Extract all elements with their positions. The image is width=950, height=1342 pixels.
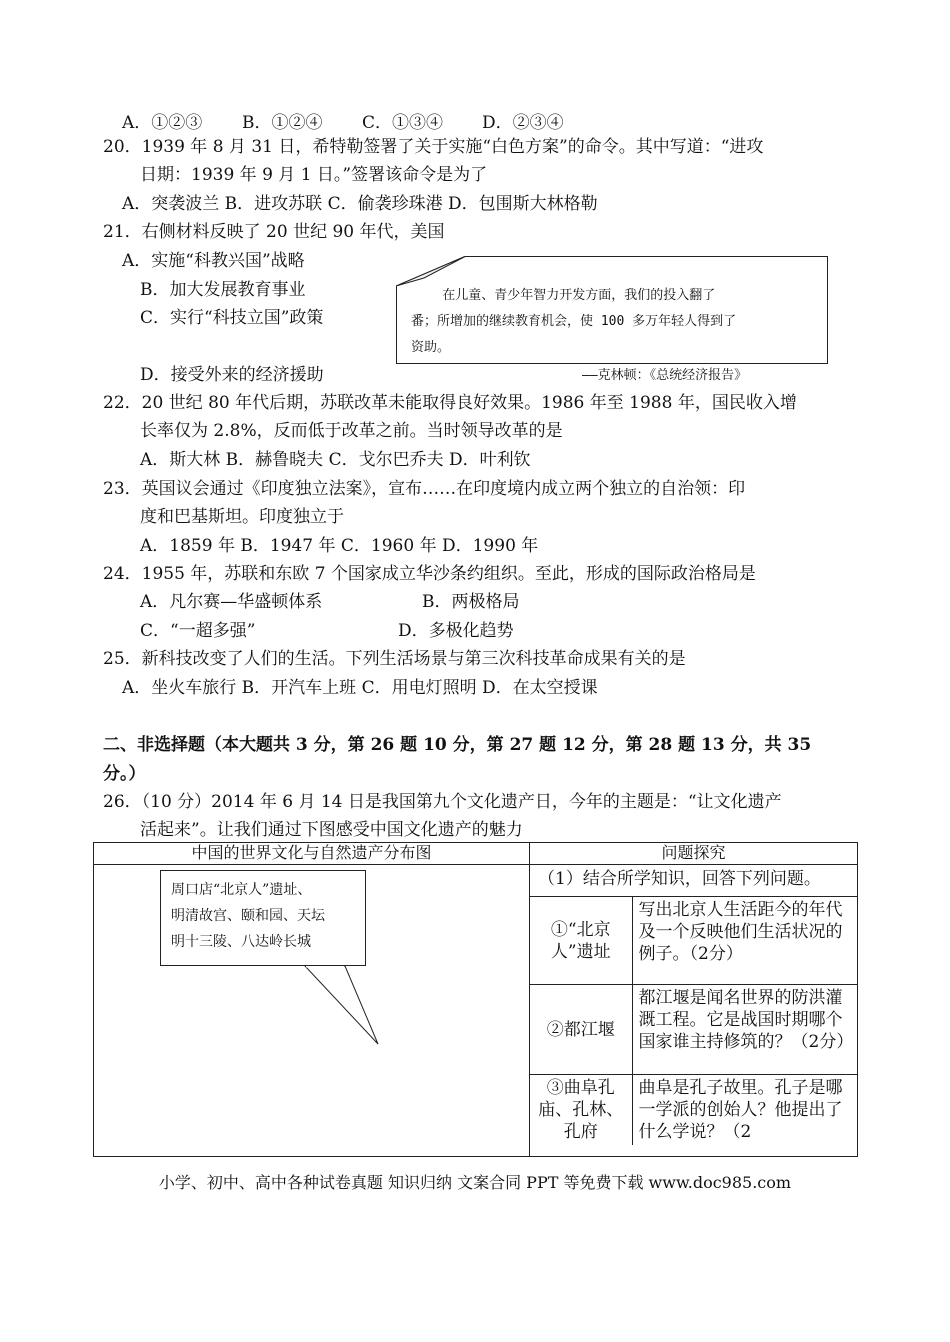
question-3: 曲阜是孔子故里。孔子是哪一学派的创始人？他提出了什么学说？（2 xyxy=(632,1075,857,1146)
q22-stem-line2: 长率仅为 2.8%，反而低于改革之前。当时领导改革的是 xyxy=(140,421,563,441)
q24-option-b: B．两极格局 xyxy=(422,592,520,612)
q24-option-d: D．多极化趋势 xyxy=(398,621,514,641)
q21-option-c: C．实行“科技立国”政策 xyxy=(140,308,324,328)
q21-source: ——克林顿：《总统经济报告》 xyxy=(582,368,748,383)
q22-stem-line1: 22．20 世纪 80 年代后期，苏联改革未能取得良好效果。1986 年至 1988 年，国民收入增 xyxy=(103,393,797,413)
q21-quote-line2: 番；所增加的继续教育机会，使 100 多万年轻人得到了 xyxy=(411,314,737,329)
page-fold-icon xyxy=(396,256,466,286)
q21-stem: 21．右侧材料反映了 20 世纪 90 年代，美国 xyxy=(103,222,445,242)
q21-quote-line3: 资助。 xyxy=(411,340,451,355)
questions-prompt: （1）结合所学知识，回答下列问题。 xyxy=(538,869,821,889)
q23-stem-line1: 23．英国议会通过《印度独立法案》，宣布……在印度境内成立两个独立的自治领：印 xyxy=(103,479,746,499)
q19-option-a: A．①②③ xyxy=(122,113,203,133)
map-callout-line1: 周口店“北京人”遗址、 xyxy=(171,882,312,898)
q20-stem-line1: 20．1939 年 8 月 31 日，希特勒签署了关于实施“白色方案”的命令。其中写道：“进攻 xyxy=(103,137,764,157)
section2-heading-line1: 二、非选择题（本大题共 3 分，第 26 题 10 分，第 27 题 12 分，第 28 题 13 分，共 35 xyxy=(103,735,812,755)
q20-options: A．突袭波兰 B．进攻苏联 C．偷袭珍珠港 D．包围斯大林格勒 xyxy=(122,194,598,214)
q21-quote-line1: 在儿童、青少年智力开发方面，我们的投入翻了 xyxy=(411,288,716,303)
q21-option-d: D．接受外来的经济援助 xyxy=(140,365,324,385)
q25-options: A．坐火车旅行 B．开汽车上班 C．用电灯照明 D．在太空授课 xyxy=(122,678,598,698)
questions-inner-table xyxy=(530,896,857,1145)
page-footer: 小学、初中、高中各种试卷真题 知识归纳 文案合同 PPT 等免费下载 www.doc985.com xyxy=(158,1173,792,1192)
q22-options: A．斯大林 B．赫鲁晓夫 C．戈尔巴乔夫 D．叶利钦 xyxy=(140,450,531,470)
callout-pointer xyxy=(280,960,390,1050)
map-callout-line3: 明十三陵、八达岭长城 xyxy=(171,934,311,950)
q21-option-a: A．实施“科教兴国”战略 xyxy=(122,251,305,271)
map-sites-callout xyxy=(160,870,366,966)
q19-option-d: D．②③④ xyxy=(482,113,564,133)
q24-option-c: C．“一超多强” xyxy=(140,621,256,641)
question-1: 写出北京人生活距今的年代及一个反映他们生活状况的例子。（2分） xyxy=(632,897,857,985)
q23-options: A．1859 年 B．1947 年 C．1960 年 D．1990 年 xyxy=(140,536,539,556)
site-3: ③曲阜孔庙、孔林、孔府 xyxy=(530,1075,632,1146)
site-1: ①“北京人”遗址 xyxy=(530,897,632,985)
q20-stem-line2: 日期：1939 年 9 月 1 日。”签署该命令是为了 xyxy=(140,165,488,185)
table-header-questions: 问题探究 xyxy=(530,843,858,865)
q19-option-c: C．①③④ xyxy=(362,113,444,133)
site-2: ②都江堰 xyxy=(530,985,632,1075)
q19-option-b: B．①②④ xyxy=(242,113,323,133)
map-callout-line2: 明清故宫、颐和园、天坛 xyxy=(171,908,325,924)
q21-option-b: B．加大发展教育事业 xyxy=(140,280,306,300)
section2-heading-line2: 分。） xyxy=(103,764,146,784)
question-2: 都江堰是闻名世界的防洪灌溉工程。它是战国时期哪个国家谁主持修筑的？（2分） xyxy=(632,985,857,1075)
q24-stem: 24．1955 年，苏联和东欧 7 个国家成立华沙条约组织。至此，形成的国际政治格局是 xyxy=(103,564,756,584)
q23-stem-line2: 度和巴基斯坦。印度独立于 xyxy=(140,507,344,527)
table-header-map: 中国的世界文化与自然遗产分布图 xyxy=(94,843,530,865)
questions-cell xyxy=(530,865,858,1157)
q25-stem: 25．新科技改变了人们的生活。下列生活场景与第三次科技革命成果有关的是 xyxy=(103,649,686,669)
q24-option-a: A．凡尔赛—华盛顿体系 xyxy=(140,592,323,612)
q26-stem-line2: 活起来”。让我们通过下图感受中国文化遗产的魅力 xyxy=(140,820,523,840)
q26-stem-line1: 26．（10 分）2014 年 6 月 14 日是我国第九个文化遗产日，今年的主题是：“让文化遗产 xyxy=(103,792,782,812)
